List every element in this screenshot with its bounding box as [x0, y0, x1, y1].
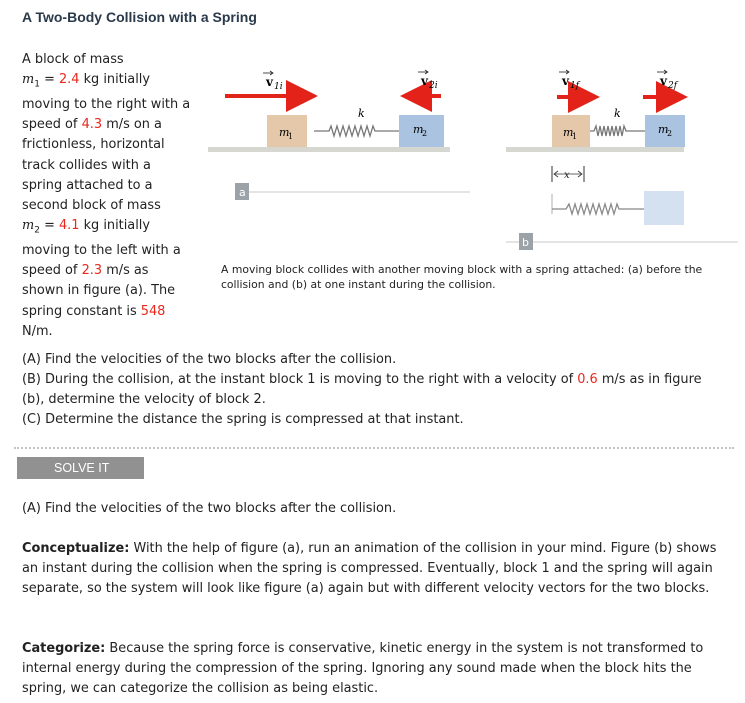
svg-text:2f: 2f: [668, 81, 678, 91]
equals: =: [39, 72, 59, 88]
spring-b: [590, 126, 645, 136]
categorize-label: Categorize:: [22, 641, 106, 656]
m1-label-b: m: [563, 126, 574, 139]
svg-text:v: v: [562, 74, 569, 88]
svg-text:v: v: [266, 75, 273, 89]
svg-text:b: b: [522, 236, 529, 249]
speed1-value: 4.3: [81, 117, 103, 133]
m1-symbol: m: [22, 72, 35, 88]
figure-caption: A moving block collides with another moving block with a spring attached: (a) before the collision and (b) at one instant during the collision.: [221, 263, 703, 291]
v2f-label: [657, 70, 679, 91]
question-a: (A) Find the velocities of the two blocks after the collision.: [22, 352, 397, 367]
svg-text:2i: 2i: [429, 81, 438, 91]
solve-it-button[interactable]: SOLVE IT: [17, 457, 144, 479]
compression-indicator: [552, 166, 584, 182]
m2-label-b: m: [658, 123, 669, 136]
svg-text:a: a: [239, 186, 246, 199]
problem-text: kg initially moving to the left with a speed of: [22, 218, 181, 279]
questions: [22, 350, 722, 430]
mass1-value: 2.4: [58, 72, 80, 88]
m1-subscript: 1: [34, 79, 40, 90]
k-label-b: k: [614, 107, 621, 120]
figure-a: [208, 70, 470, 200]
figure-b: [506, 70, 738, 250]
problem-text: kg initially moving to the right with a speed of: [22, 72, 191, 133]
conceptualize-paragraph: Conceptualize: With the help of figure (a), run an animation of the collision in your mind. Figure (b) shows an instant during the collision when the spring is compressed. Eventually, block 1 and the spring will again separate, so the system will look like figure (a) again but with different velocity vectors for the two blocks.: [22, 541, 717, 596]
ground-a: [208, 147, 450, 152]
problem-statement: [22, 50, 192, 342]
ground-b: [506, 147, 684, 152]
collision-figure: [208, 62, 738, 262]
m1-sub-b: 1: [572, 132, 578, 141]
mass2-value: 4.1: [58, 218, 80, 234]
m2-sub-a: 2: [422, 129, 428, 138]
m2-symbol: m: [22, 218, 35, 234]
problem-text: A block of mass: [22, 52, 124, 67]
spring-constant-value: 548: [140, 303, 166, 319]
m1-sub-a: 1: [288, 132, 294, 141]
problem-text: m/s as shown in figure (a). The spring constant is: [22, 263, 176, 319]
svg-text:v: v: [421, 74, 428, 88]
spring-a: [314, 126, 399, 136]
svg-text:1i: 1i: [274, 82, 283, 92]
v1f-label: [559, 70, 581, 91]
categorize-paragraph: Categorize: Because the spring force is conservative, kinetic energy in the system is not transformed to internal energy during the compression of the spring. Ignoring any sound made when the block hits the spring, we can categorize the collision as being elastic.: [22, 641, 704, 696]
velocity-value: 0.6: [577, 372, 598, 387]
equals: =: [39, 218, 59, 234]
spring-relaxed: [552, 204, 644, 214]
problem-text: N/m.: [22, 323, 53, 339]
problem-text: m/s on a frictionless, horizontal track collides with a spring attached to a second block of mass: [22, 117, 165, 213]
m2-subscript: 2: [34, 225, 40, 236]
divider: [14, 447, 734, 449]
m2-sub-b: 2: [667, 129, 673, 138]
conceptualize-label: Conceptualize:: [22, 541, 130, 556]
solution-part-a: (A) Find the velocities of the two blocks after the collision.: [22, 501, 397, 516]
page-title: A Two-Body Collision with a Spring: [22, 9, 257, 25]
block-2-ghost: [644, 191, 684, 225]
question-b: (B) During the collision, at the instant block 1 is moving to the right with a velocity of 0.6 m/s as in figure (b), determine the velocity of block 2.: [22, 372, 702, 407]
svg-text:x: x: [564, 170, 570, 181]
question-c: (C) Determine the distance the spring is compressed at that instant.: [22, 412, 464, 427]
svg-text:v: v: [660, 74, 667, 88]
m1-label-a: m: [279, 126, 290, 139]
k-label-a: k: [358, 107, 365, 120]
m2-label-a: m: [413, 123, 424, 136]
svg-text:1f: 1f: [570, 81, 580, 91]
v2i-label: [418, 70, 438, 91]
v1i-label: [263, 71, 283, 92]
speed2-value: 2.3: [81, 263, 103, 279]
